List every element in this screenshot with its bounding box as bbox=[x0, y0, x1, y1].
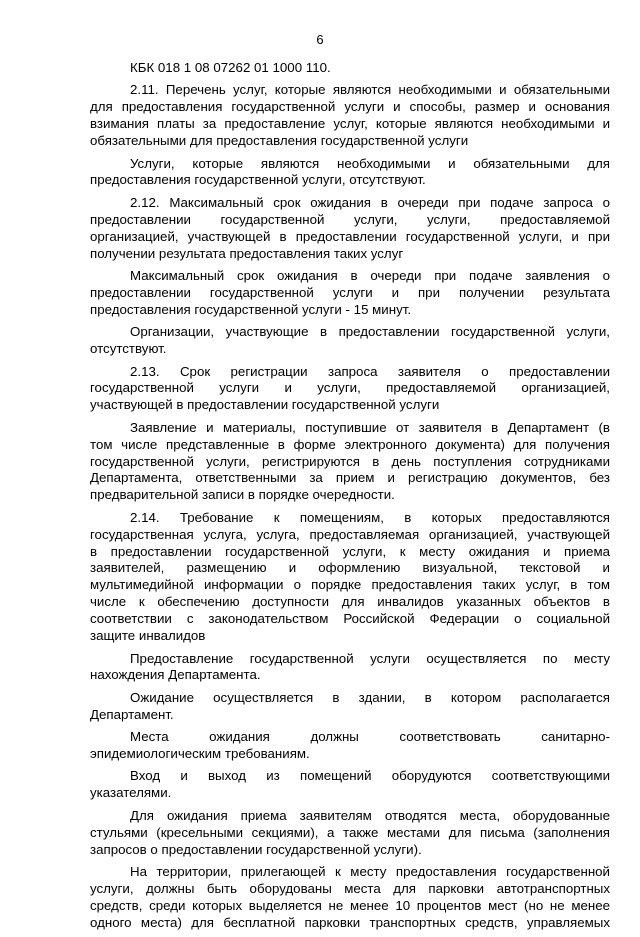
paragraph-line: Предоставление государственной услуги осуществляется по месту bbox=[130, 650, 610, 666]
paragraph-line: предварительной записи в порядке очередности. bbox=[90, 487, 395, 503]
paragraph-line: предоставлении государственной услуги, услуги, предоставляемой bbox=[90, 211, 610, 227]
paragraph-line: средств, среди которых выделяется не менее 10 процентов мест (но не менее bbox=[90, 897, 610, 913]
paragraph bbox=[90, 156, 610, 190]
paragraph bbox=[90, 864, 610, 932]
paragraph bbox=[90, 268, 610, 319]
paragraph-line: заявителей, размещению и оформлению визуальной, текстовой и bbox=[90, 560, 610, 576]
paragraph-line: Департамент. bbox=[90, 706, 174, 722]
paragraph-line: обязательными для предоставления государственной услуги bbox=[90, 133, 469, 149]
paragraph bbox=[90, 364, 610, 415]
paragraph bbox=[90, 690, 610, 724]
paragraph-line: предоставлении государственной услуги и при получении результата bbox=[90, 284, 610, 300]
paragraph-line: отсутствуют. bbox=[90, 341, 167, 357]
paragraph-line: На территории, прилегающей к месту предоставления государственной bbox=[130, 863, 610, 879]
paragraph-line: государственная услуга, услуга, предоставляемая организацией, участвующей bbox=[90, 526, 610, 542]
paragraph-line: том числе представленные в форме электронного документа) для получения bbox=[90, 436, 610, 452]
paragraph bbox=[90, 651, 610, 685]
paragraph-line: государственной услуги, регистрируются в день поступления сотрудниками bbox=[90, 453, 610, 469]
paragraph-line: нахождения Департамента. bbox=[90, 667, 261, 683]
paragraph-line: предоставления государственной услуги - 15 минут. bbox=[90, 301, 412, 317]
paragraph-line: соответствии с законодательством Российской Федерации о социальной bbox=[90, 611, 610, 627]
paragraph-line: КБК 018 1 08 07262 01 1000 110. bbox=[130, 60, 331, 75]
paragraph-line: взимания платы за предоставление услуг, которые являются необходимыми и bbox=[90, 116, 610, 132]
paragraph-line: участвующей в предоставлении государственной услуги bbox=[90, 397, 440, 413]
paragraph bbox=[90, 82, 610, 150]
paragraph-line: числе к обеспечению доступности для инвалидов указанных объектов в bbox=[90, 594, 610, 610]
paragraph-line: организацией, участвующей в предоставлении государственной услуги, и при bbox=[90, 228, 610, 244]
paragraph bbox=[90, 729, 610, 763]
paragraph-line: Ожидание осуществляется в здании, в котором располагается bbox=[130, 689, 610, 705]
paragraph-line: защите инвалидов bbox=[90, 628, 206, 644]
document-body bbox=[90, 60, 610, 937]
paragraph-line: мультимедийной информации о порядке предоставления таких услуг, в том bbox=[90, 577, 610, 593]
paragraph-line: предоставления государственной услуги, отсутствуют. bbox=[90, 172, 426, 188]
paragraph-line: получении результата предоставления таких услуг bbox=[90, 245, 404, 261]
paragraph-line: эпидемиологическим требованиям. bbox=[90, 746, 310, 762]
paragraph bbox=[90, 768, 610, 802]
paragraph-line: Места ожидания должны соответствовать санитарно- bbox=[130, 729, 610, 745]
paragraph bbox=[90, 510, 610, 645]
paragraph-line: 2.11. Перечень услуг, которые являются необходимыми и обязательными bbox=[130, 82, 610, 98]
paragraph-line: 2.12. Максимальный срок ожидания в очереди при подаче запроса о bbox=[130, 194, 610, 210]
paragraph-line: Департамента, ответственными за прием и регистрацию документов, без bbox=[90, 470, 610, 486]
paragraph-line: Максимальный срок ожидания в очереди при подаче заявления о bbox=[130, 267, 610, 283]
paragraph-line: 2.13. Срок регистрации запроса заявителя о предоставлении bbox=[130, 363, 610, 379]
paragraph-line: Вход и выход из помещений оборудуются соответствующими bbox=[130, 768, 610, 784]
paragraph bbox=[90, 324, 610, 358]
paragraph bbox=[90, 60, 610, 77]
paragraph-line: Организации, участвующие в предоставлении государственной услуги, bbox=[130, 324, 610, 340]
paragraph-line: Для ожидания приема заявителям отводятся места, оборудованные bbox=[130, 807, 610, 823]
paragraph bbox=[90, 195, 610, 263]
paragraph bbox=[90, 420, 610, 505]
paragraph-line: 2.14. Требование к помещениям, в которых предоставляются bbox=[130, 509, 610, 525]
paragraph-line: для предоставления государственной услуги и способы, размер и основания bbox=[90, 99, 610, 115]
paragraph-line: государственной услуги и услуги, предоставляемой организацией, bbox=[90, 380, 610, 396]
paragraph-line: указателями. bbox=[90, 785, 172, 801]
page-number: 6 bbox=[316, 32, 324, 47]
paragraph-line: Услуги, которые являются необходимыми и обязательными для bbox=[130, 155, 610, 171]
paragraph-line: в предоставлении государственной услуги, к месту ожидания и приема bbox=[90, 543, 610, 559]
paragraph bbox=[90, 808, 610, 859]
paragraph-line: услуги, должны быть оборудованы места для парковки автотранспортных bbox=[90, 880, 610, 896]
paragraph-line: Заявление и материалы, поступившие от заявителя в Департамент (в bbox=[130, 419, 610, 435]
paragraph-line: стульями (кресельными секциями), а также местами для письма (заполнения bbox=[90, 824, 610, 840]
paragraph-line: запросов о предоставлении государственной услуги). bbox=[90, 841, 422, 857]
paragraph-line: одного места) для бесплатной парковки транспортных средств, управляемых bbox=[90, 914, 610, 930]
